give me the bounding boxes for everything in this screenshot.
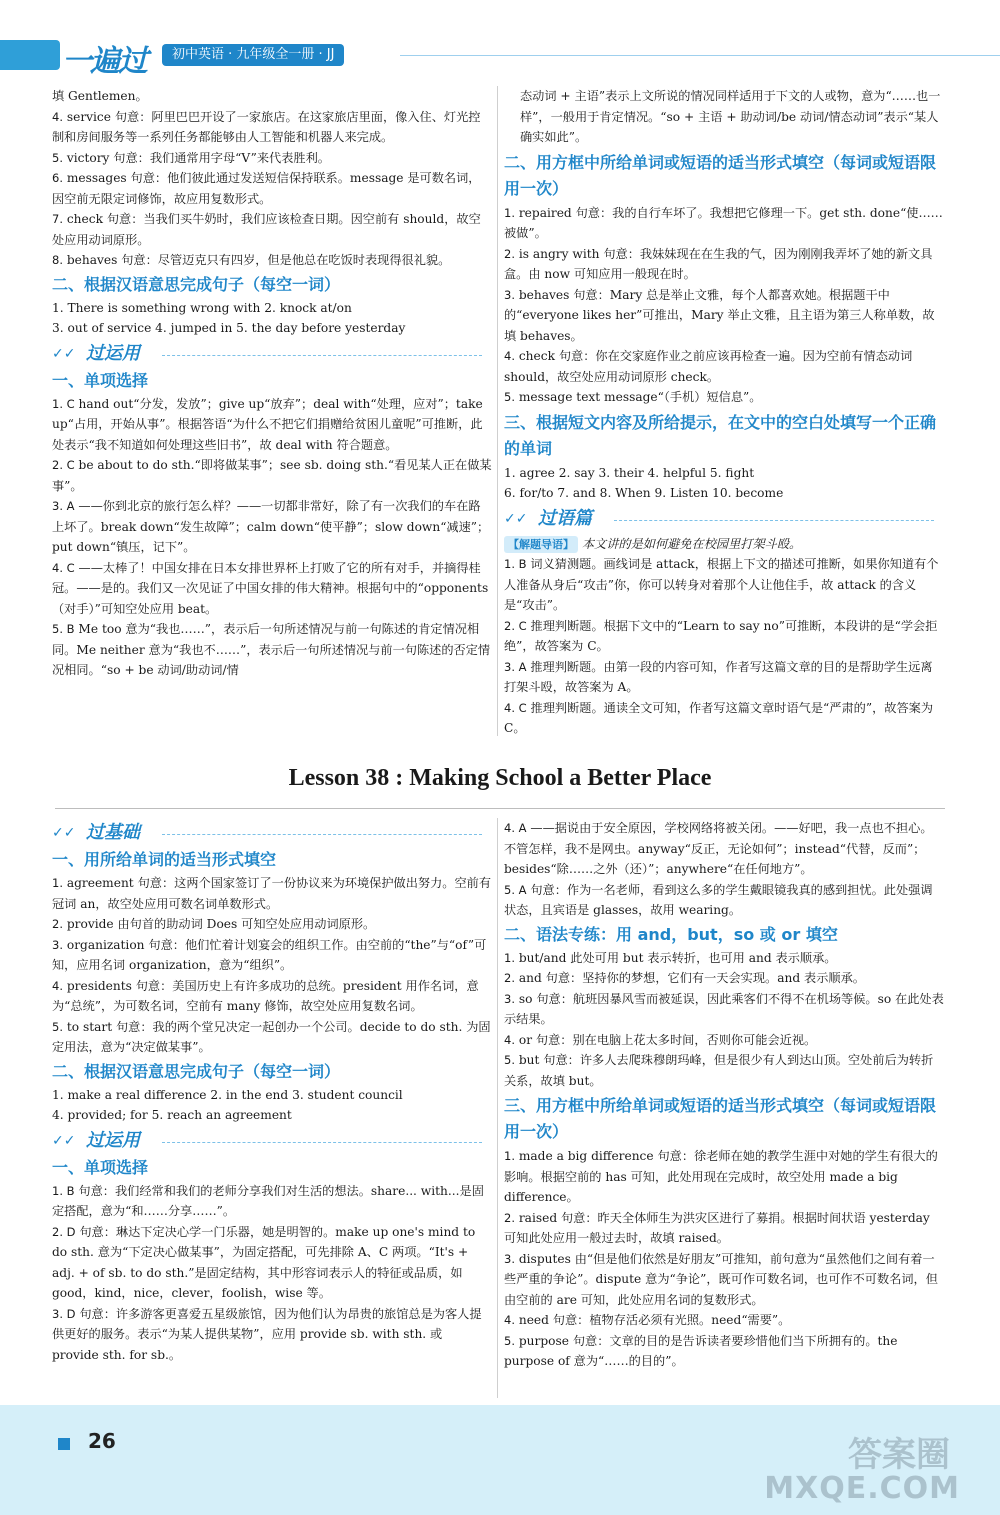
watermark-logo: 答案圈: [848, 1435, 950, 1475]
item-number: 2.: [504, 971, 515, 985]
item-number: 1. C: [52, 396, 75, 411]
section-heading: 二、根据汉语意思完成句子（每空一词）: [52, 274, 341, 294]
item-number: 4. C: [504, 700, 527, 715]
section-heading: 一、用所给单词的适当形式填空: [52, 850, 277, 869]
item-text: disputes 由“但是他们依然是好朋友”可推知，前句意为“虽然他们之间有着一些严重的争论”。dispute 意为“争论”，既可作可数名词，也可作不可数名词，但由空前的 are 可知，此处应用名词的复数形式。: [504, 1251, 938, 1307]
answer-item: [52, 209, 492, 250]
header-band: [0, 40, 60, 70]
answer-item: [52, 558, 492, 620]
item-text: 句意：许多游客更喜爱五星级旅馆，因为他们认为昂贵的旅馆总是为客人提供更好的服务。表示“为某人提供某物”，应用 provide sb. with sth. 或 provide sth. for sb.。: [52, 1306, 482, 1362]
item-number: 1.: [504, 1149, 515, 1163]
item-text: messages 句意：他们彼此通过发送短信保持联系。message 是可数名词，因空前无限定词修饰，故应用复数形式。: [52, 171, 481, 206]
watermark-url: MXQE.COM: [764, 1471, 960, 1506]
answer-item: [504, 554, 944, 616]
guide-text: 本文讲的是如何避免在校园里打架斗殴。: [581, 536, 802, 551]
answer-item: [504, 698, 944, 739]
section-heading: 二、用方框中所给单词或短语的适当形式填空（每词或短语限用一次）: [504, 152, 937, 198]
item-text: ——太棒了！中国女排在日本女排世界杯上打败了它的所有对手，并摘得桂冠。——是的。我们又一次见证了中国女排的伟大精神。根据句中的“opponents（对手）”可知空处应用 beat。: [52, 560, 489, 616]
column-divider: [497, 818, 498, 1398]
section-heading: 三、根据短文内容及所给提示，在文中的空白处填写一个正确的单词: [504, 412, 937, 458]
page-number: 26: [88, 1429, 116, 1453]
item-text: purpose 句意：文章的目的是告诉读者要珍惜他们当下所拥有的。the purpose of 意为“……的目的”。: [504, 1333, 898, 1368]
answer-item: [504, 1050, 944, 1091]
top-right-column: [504, 86, 944, 739]
section-heading: 一、单项选择: [52, 370, 149, 390]
item-number: 3.: [504, 1251, 515, 1266]
item-text: 句意：作为一名老师，看到这么多的学生戴眼镜我真的感到担忧。此处强调状态，且宾语是 glasses，故用 wearing。: [504, 882, 933, 917]
section-heading: 二、根据汉语意思完成句子（每空一词）: [52, 1061, 341, 1081]
answer-line: 4. provided; for 5. reach an agreement: [52, 1108, 292, 1122]
answer-item: [52, 935, 492, 976]
top-left-column: [52, 86, 492, 681]
answer-item: [504, 1146, 944, 1208]
item-text: provide 由句首的助动词 Does 可知空处应用动词原形。: [66, 917, 376, 931]
item-number: 3.: [52, 937, 63, 952]
lesson-rule: [55, 808, 945, 809]
item-number: 5.: [504, 390, 515, 404]
answer-item: [504, 244, 944, 285]
bottom-left-column: [52, 818, 492, 1365]
item-number: 1. B: [504, 557, 527, 571]
item-number: 2. C: [52, 458, 75, 472]
item-number: 1.: [504, 205, 515, 220]
answer-item: [504, 1331, 944, 1372]
answer-item: [504, 880, 944, 921]
subject-badge: 初中英语 · 九年级全一册 · JJ: [162, 44, 344, 66]
item-text: behaves 句意：Mary 总是举止文雅，每个人都喜欢她。根据题干中的“everyone likes her”可推出，Mary 举止文雅，且主语为第三人称单数，故填 behaves。: [504, 287, 935, 343]
item-text: or 句意：别在电脑上花太多时间，否则你可能会近视。: [518, 1032, 817, 1047]
answer-item: [504, 818, 944, 880]
page-footer: [0, 1405, 1000, 1515]
answer-line: 3. out of service 4. jumped in 5. the day before yesterday: [52, 321, 406, 335]
band-title-basic: ✓✓ 过基础: [52, 820, 492, 846]
answer-line: 1. agree 2. say 3. their 4. helpful 5. fight: [504, 465, 755, 480]
lesson-title: Lesson 38 : Making School a Better Place: [288, 765, 712, 791]
item-number: 4.: [52, 978, 63, 993]
answer-item: [52, 107, 492, 148]
answer-item: [52, 1304, 492, 1366]
item-text: 推理判断题。通读全文可知，作者写这篇文章时语气是“严肃的”，故答案为 C。: [504, 700, 934, 735]
item-text: organization 句意：他们忙着计划宴会的组织工作。由空前的“the”与“of”可知，应用名词 organization，意为“组织”。: [52, 937, 487, 972]
item-text: presidents 句意：美国历史上有许多成功的总统。president 用作名词，意为“总统”，为可数名词，空前有 many 修饰，故空处应用复数名词。: [52, 978, 479, 1013]
item-number: 3. A: [504, 659, 527, 674]
answer-line: 1. make a real difference 2. in the end 3. student council: [52, 1087, 403, 1102]
item-text: agreement 句意：这两个国家签订了一份协议来为环境保护做出努力。空前有冠词 an，故空处应用可数名词单数形式。: [52, 876, 492, 911]
item-text: but/and 此处可用 but 表示转折，也可用 and 表示顺承。: [518, 950, 837, 965]
item-number: 3. D: [52, 1306, 76, 1321]
item-number: 4. C: [52, 560, 75, 575]
brand-logo: 一遍过: [62, 44, 146, 79]
item-number: 4.: [504, 349, 515, 363]
answer-line: 1. There is something wrong with 2. knock at/on: [52, 300, 352, 315]
answer-item: [52, 914, 492, 935]
item-text: service 句意：阿里巴巴开设了一家旅店。在这家旅店里面，像入住、灯光控制和房间服务等一系列任务都能够由人工智能和机器人来完成。: [52, 109, 481, 144]
item-number: 5.: [52, 1019, 63, 1034]
item-number: 8.: [52, 253, 63, 267]
answer-item: [504, 203, 944, 244]
band-title-use: ✓✓ 过运用: [52, 341, 492, 367]
answer-item: [52, 1017, 492, 1058]
item-number: 3. A: [52, 499, 75, 513]
section-heading: 三、用方框中所给单词或短语的适当形式填空（每词或短语限用一次）: [504, 1096, 937, 1141]
item-number: 3.: [504, 991, 515, 1006]
item-text: victory 句意：我们通常用字母“V”来代表胜利。: [66, 150, 330, 165]
answer-item: [52, 496, 492, 558]
item-number: 4.: [52, 109, 63, 124]
item-number: 4. A: [504, 821, 527, 835]
item-number: 5.: [504, 1333, 515, 1348]
answer-item: [504, 948, 944, 969]
item-text: check 句意：你在交家庭作业之前应该再检查一遍。因为空前有情态动词 should，故空处应用动词原形 check。: [504, 349, 913, 384]
page-marker: [58, 1438, 70, 1450]
item-text: ——你到北京的旅行怎么样？——一切都非常好，除了有一次我们的车在路上坏了。break down“发生故障”；calm down“使平静”；slow down“减速”；put down“镇压，记下”。: [52, 499, 490, 554]
item-text: 推理判断题。根据下文中的“Learn to say no”可推断，本段讲的是“学会拒绝”，故答案为 C。: [504, 618, 938, 653]
section-heading: 一、单项选择: [52, 1157, 149, 1177]
item-number: 1. B: [52, 1183, 75, 1198]
answer-item: [52, 1181, 492, 1222]
item-text: behaves 句意：尽管迈克只有四岁，但是他总在吃饭时表现得很礼貌。: [66, 253, 451, 267]
answer-item: [52, 394, 492, 456]
item-text: is angry with 句意：我妹妹现在在生我的气，因为刚刚我弄坏了她的新文具盒。由 now 可知应用一般现在时。: [504, 246, 933, 281]
answer-item: [504, 346, 944, 387]
section-heading: 二、语法专练：用 and，but，so 或 or 填空: [504, 924, 838, 944]
item-text: 句意：琳达下定决心学一门乐器，她是明智的。make up one's mind to do sth. 意为“下定决心做某事”，为固定搭配，可先排除 A、C 两项。“It's + adj. + of sb. to do sth.”是固定结构，其中形容词表示人的特征或品质，如 good，kind，nice，clever，foolish，wise 等。: [52, 1224, 476, 1300]
item-text: but 句意：许多人去爬珠穆朗玛峰，但是很少有人到达山顶。空处前后为转折关系，故填 but。: [504, 1053, 934, 1088]
item-number: 6.: [52, 171, 63, 185]
answer-item: [52, 1222, 492, 1304]
item-text: made a big difference 句意：徐老师在她的教学生涯中对她的学生有很大的影响。根据空前的 has 可知，此处用现在完成时，故空处用 made a big difference。: [504, 1149, 938, 1204]
guide-tag: 【解题导语】: [504, 536, 578, 553]
answer-item: [504, 968, 944, 989]
answer-item: [504, 657, 944, 698]
answer-item: [52, 148, 492, 169]
answer-item: [504, 285, 944, 347]
answer-item: [504, 1310, 944, 1331]
item-number: 5.: [504, 1053, 515, 1067]
item-number: 2. D: [52, 1224, 76, 1239]
answer-item: [504, 1208, 944, 1249]
item-number: 5. A: [504, 882, 527, 897]
page-header: [0, 0, 1000, 82]
answer-item: [52, 873, 492, 914]
item-text: hand out“分发，发放”；give up“放弃”；deal with“处理，应对”；take up“占用，开始从事”。根据答语“为什么不把它们捐赠给贫困儿童呢”可推断，此处表示“我不知道如何处理这些旧书”，故 deal with 符合题意。: [52, 396, 483, 452]
item-number: 1.: [504, 950, 515, 965]
answer-line: 6. for/to 7. and 8. When 9. Listen 10. become: [504, 486, 784, 500]
item-text: raised 句意：昨天全体师生为洪灾区进行了募捐。根据时间状语 yesterday 可知此处应用一般过去时，故填 raised。: [504, 1210, 930, 1245]
item-number: 5. B: [52, 622, 75, 636]
band-title-reading: ✓✓ 过语篇: [504, 506, 944, 532]
item-text: 句意：我们经常和我们的老师分享我们对生活的想法。share... with...是固定搭配，意为“和……分享……”。: [52, 1183, 484, 1218]
answer-item: [504, 1249, 944, 1311]
item-text: 推理判断题。由第一段的内容可知，作者写这篇文章的目的是帮助学生远离打架斗殴，故答案为 A。: [504, 659, 933, 694]
item-number: 7.: [52, 212, 63, 226]
item-text: 词义猜测题。画线词是 attack，根据上下文的描述可推断，如果你知道有个人准备从身后“攻击”你，你可以转身对着那个人让他住手，故 attack 的含义是“攻击”。: [504, 557, 939, 612]
answer-item: [52, 86, 492, 107]
answer-item: [504, 989, 944, 1030]
bottom-right-column: [504, 818, 944, 1372]
item-text: so 句意：航班因暴风雪而被延误，因此乘客们不得不在机场等候。so 在此处表示结果。: [504, 991, 944, 1026]
item-text: be about to do sth.“即将做某事”；see sb. doing sth.“看见某人正在做某事”。: [52, 458, 492, 493]
item-text: repaired 句意：我的自行车坏了。我想把它修理一下。get sth. done“使……被做”。: [504, 205, 943, 240]
reading-guide: [504, 534, 944, 555]
answer-continuation: 态动词 + 主语”表示上文所说的情况同样适用于下文的人或物，意为“……也一样”，一般用于肯定情况。“so + 主语 + 助动词/be 动词/情态动词”表示“某人确实如此”。: [520, 89, 941, 144]
item-text: and 句意：坚持你的梦想，它们有一天会实现。and 表示顺承。: [518, 971, 865, 985]
answer-item: [52, 455, 492, 496]
answer-item: [52, 619, 492, 681]
header-rule: [400, 55, 1000, 56]
answer-item: [52, 168, 492, 209]
item-number: 1.: [52, 876, 63, 890]
item-text: ——据说由于安全原因，学校网络将被关闭。——好吧，我一点也不担心。不管怎样，我不是网虫。anyway“反正，无论如何”；instead“代替，反而”；besides“除……之外（还）”；anywhere“在任何地方”。: [504, 821, 933, 876]
item-number: 5.: [52, 150, 63, 165]
item-text: message text message“（手机）短信息”。: [518, 390, 762, 404]
item-number: 2. C: [504, 618, 527, 633]
item-text: check 句意：当我们买牛奶时，我们应该检查日期。因空前有 should，故空处应用动词原形。: [52, 212, 481, 247]
answer-item: [52, 250, 492, 271]
answer-item: [504, 387, 944, 408]
answer-item: [504, 616, 944, 657]
answer-item: [52, 976, 492, 1017]
item-text: 填 Gentlemen。: [52, 89, 148, 103]
answer-item: [504, 1030, 944, 1051]
item-number: 4.: [504, 1032, 515, 1047]
item-text: to start 句意：我的两个堂兄决定一起创办一个公司。decide to do sth. 为固定用法，意为“决定做某事”。: [52, 1019, 491, 1054]
item-number: 2.: [504, 246, 515, 261]
item-number: 2.: [504, 1210, 515, 1225]
item-number: 2.: [52, 917, 63, 931]
item-number: 3.: [504, 287, 515, 302]
band-title-use: ✓✓ 过运用: [52, 1128, 492, 1154]
column-divider: [497, 86, 498, 736]
item-number: 4.: [504, 1313, 515, 1327]
item-text: Me too 意为“我也……”，表示后一句所述情况与前一句陈述的肯定情况相同。Me neither 意为“我也不……”，表示后一句所述情况与前一句陈述的否定情况相同。“so + be 动词/助动词/情: [52, 622, 491, 677]
item-text: need 句意：植物存活必须有光照。need“需要”。: [518, 1313, 791, 1327]
